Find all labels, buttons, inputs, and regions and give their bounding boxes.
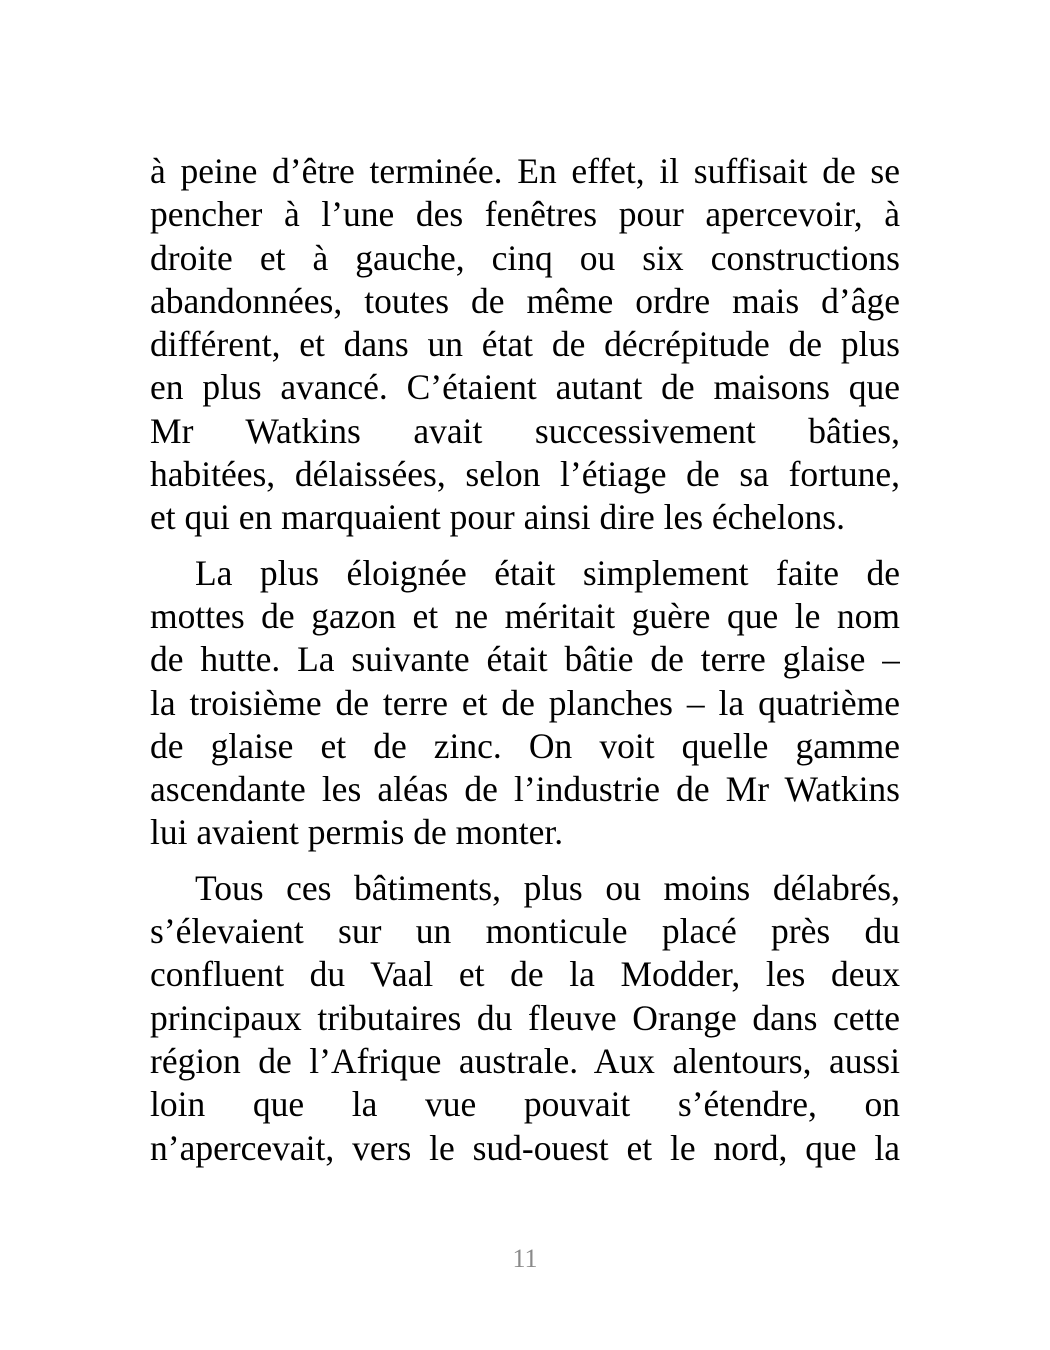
paragraph-spacer — [150, 855, 900, 867]
paragraph — [150, 867, 900, 1170]
text-line: n’apercevait, vers le sud-ouest et le nord, que la — [150, 1127, 900, 1168]
text-line: à peine d’être terminée. En effet, il suffisait de se — [150, 151, 900, 191]
page-number: 11 — [512, 1244, 538, 1273]
text-line: lui avaient permis de monter. — [150, 812, 564, 853]
paragraph — [150, 552, 900, 855]
text-line: confluent du Vaal et de la Modder, les deux — [150, 954, 900, 995]
text-line: principaux tributaires du fleuve Orange dans cette — [150, 997, 900, 1038]
page-body — [150, 150, 900, 1170]
paragraph-spacer — [150, 540, 900, 552]
paragraph — [150, 150, 900, 540]
text-line: en plus avancé. C’étaient autant de maisons que — [150, 367, 900, 408]
text-line: s’élevaient sur un monticule placé près du — [150, 911, 900, 952]
text-line: loin que la vue pouvait s’étendre, on — [150, 1084, 900, 1125]
text-line: Mr Watkins avait successivement bâties, — [150, 410, 900, 451]
text-line: la troisième de terre et de planches – la quatrième — [150, 682, 900, 723]
text-line: droite et à gauche, cinq ou six constructions — [150, 237, 900, 278]
text-line: de glaise et de zinc. On voit quelle gamme — [150, 725, 900, 766]
text-line: abandonnées, toutes de même ordre mais d’âge — [150, 280, 900, 321]
text-line: La plus éloignée était simplement faite de — [195, 552, 900, 593]
text-line: habitées, délaissées, selon l’étiage de sa fortune, — [150, 454, 900, 495]
text-line: mottes de gazon et ne méritait guère que le nom — [150, 595, 900, 636]
text-line: pencher à l’une des fenêtres pour apercevoir, à — [150, 194, 900, 235]
text-line: ascendante les aléas de l’industrie de Mr Watkins — [150, 769, 900, 810]
text-line: région de l’Afrique australe. Aux alentours, aussi — [150, 1040, 900, 1081]
text-line: et qui en marquaient pour ainsi dire les échelons. — [150, 497, 845, 538]
text-line: différent, et dans un état de décrépitude de plus — [150, 324, 900, 365]
text-line: de hutte. La suivante était bâtie de terre glaise – — [150, 639, 900, 680]
text-line: Tous ces bâtiments, plus ou moins délabrés, — [195, 867, 900, 908]
